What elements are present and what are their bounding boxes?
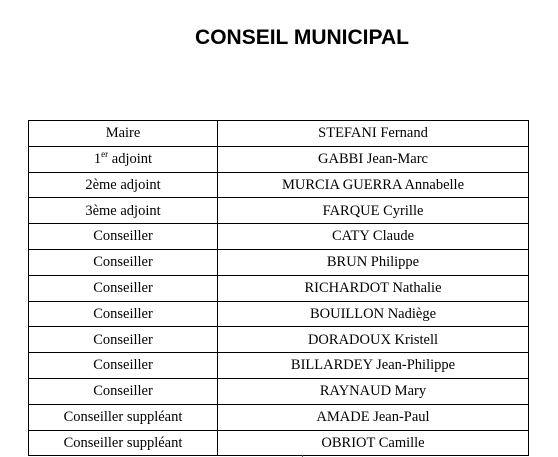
role-cell: 3ème adjoint <box>29 198 218 224</box>
role-cell: Conseiller <box>29 275 218 301</box>
role-cell: Conseiller <box>29 353 218 379</box>
table-row <box>29 353 529 379</box>
role-cell: Conseiller <box>29 301 218 327</box>
name-cell: BOUILLON Nadiège <box>218 301 529 327</box>
name-cell: BILLARDEY Jean-Philippe <box>218 353 529 379</box>
table-row <box>29 430 529 456</box>
role-cell: Conseiller <box>29 224 218 250</box>
name-cell: OBRIOT Camille <box>218 430 529 456</box>
name-cell: STEFANI Fernand <box>218 121 529 147</box>
name-cell: BRUN Philippe <box>218 249 529 275</box>
table-row <box>29 121 529 147</box>
name-cell: RAYNAUD Mary <box>218 378 529 404</box>
name-cell: FARQUE Cyrille <box>218 198 529 224</box>
role-cell <box>29 146 218 172</box>
role-cell: 2ème adjoint <box>29 172 218 198</box>
name-cell: GABBI Jean-Marc <box>218 146 529 172</box>
table-row <box>29 327 529 353</box>
role-cell: Conseiller <box>29 249 218 275</box>
name-cell: CATY Claude <box>218 224 529 250</box>
page-title: CONSEIL MUNICIPAL <box>195 26 409 49</box>
role-cell: Maire <box>29 121 218 147</box>
role-ordinal-suffix: er <box>101 148 109 159</box>
table-row <box>29 378 529 404</box>
table-row <box>29 224 529 250</box>
name-cell: AMADE Jean-Paul <box>218 404 529 430</box>
table-row <box>29 146 529 172</box>
table-row <box>29 404 529 430</box>
role-cell: Conseiller suppléant <box>29 404 218 430</box>
council-table <box>28 120 529 456</box>
table-row <box>29 198 529 224</box>
table-row <box>29 249 529 275</box>
table-row <box>29 301 529 327</box>
table-row <box>29 275 529 301</box>
role-cell: Conseiller suppléant <box>29 430 218 456</box>
table-row <box>29 172 529 198</box>
name-cell: RICHARDOT Nathalie <box>218 275 529 301</box>
name-cell: DORADOUX Kristell <box>218 327 529 353</box>
name-cell: MURCIA GUERRA Annabelle <box>218 172 529 198</box>
role-cell: Conseiller <box>29 327 218 353</box>
role-ordinal-number: 1 <box>93 150 102 167</box>
role-cell: Conseiller <box>29 378 218 404</box>
role-title: adjoint <box>108 150 153 167</box>
